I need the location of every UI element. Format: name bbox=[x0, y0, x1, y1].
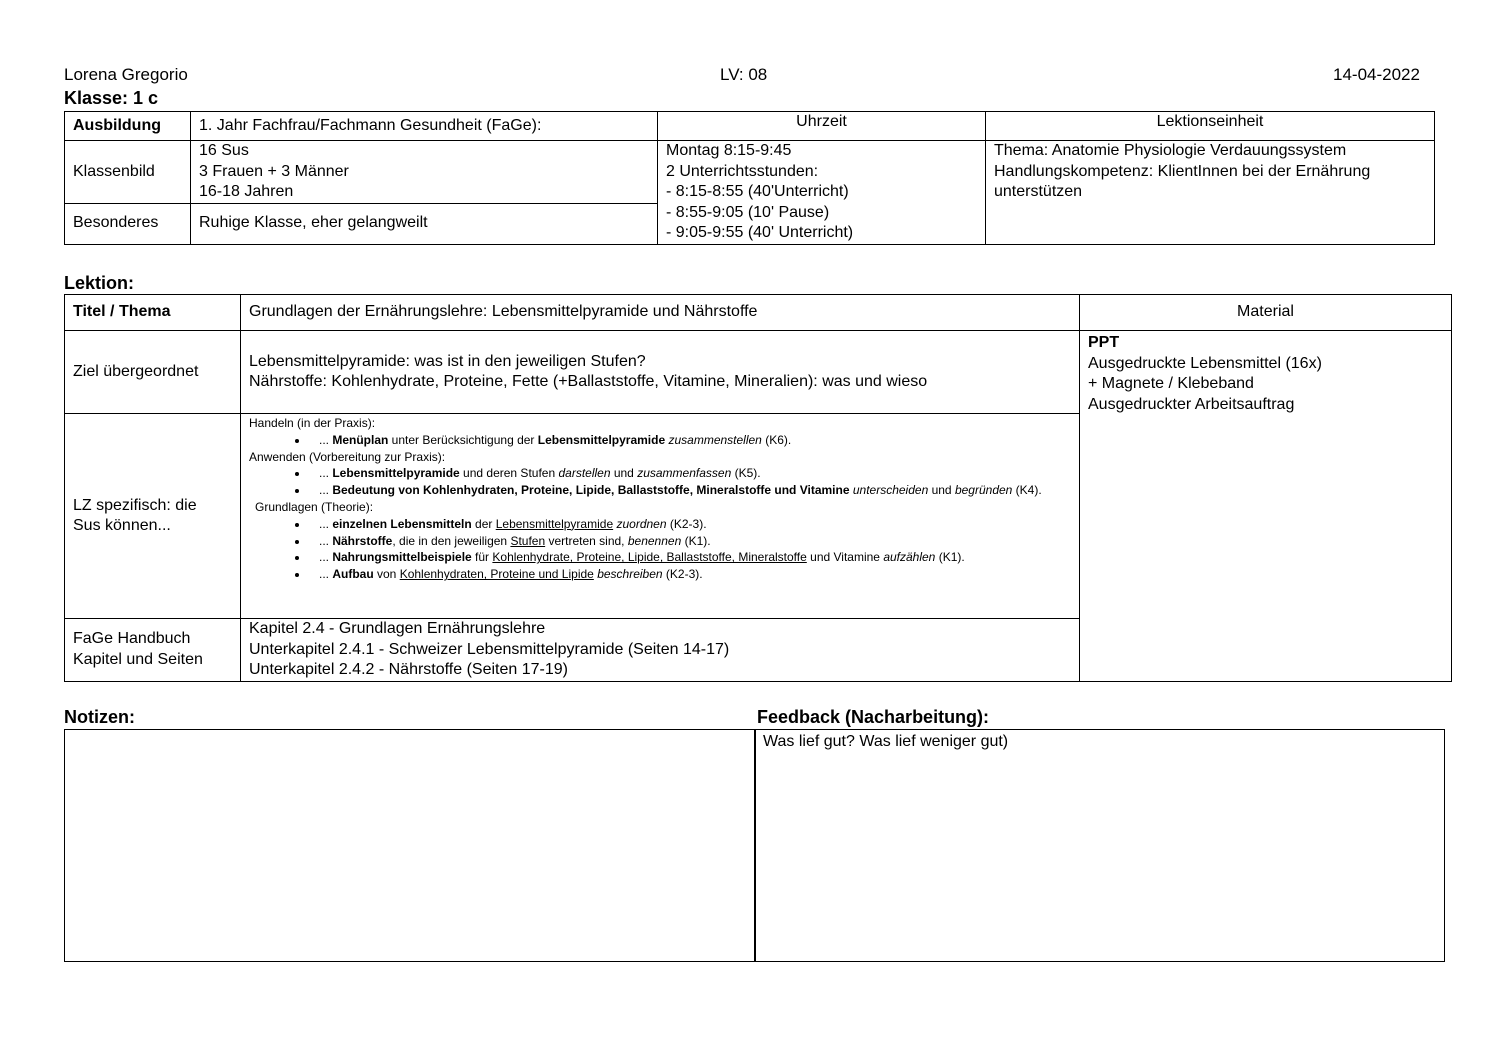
material-line: Ausgedruckter Arbeitsauftrag bbox=[1088, 395, 1295, 413]
material-value bbox=[1080, 331, 1452, 682]
class-label: Klasse: 1 c bbox=[64, 88, 159, 108]
material-line: + Magnete / Klebeband bbox=[1088, 375, 1254, 392]
lesson-number: LV: 08 bbox=[720, 65, 768, 84]
uhrzeit-value bbox=[658, 141, 986, 245]
fage-label-line: Kapitel und Seiten bbox=[73, 650, 203, 668]
lektion-line: Thema: Anatomie Physiologie Verdauungssystem bbox=[994, 142, 1347, 159]
lz-label-line: Sus können... bbox=[73, 517, 171, 534]
besonderes-value: Ruhige Klasse, eher gelangweilt bbox=[191, 203, 658, 244]
fage-line: Kapitel 2.4 - Grundlagen Ernährungslehre bbox=[249, 620, 546, 637]
klassenbild-line: 16-18 Jahren bbox=[199, 183, 294, 200]
handeln-label: Handeln (in der Praxis): bbox=[249, 416, 376, 430]
feedback-prompt: Was lief gut? Was lief weniger gut) bbox=[763, 733, 1009, 750]
besonderes-label: Besonderes bbox=[65, 203, 191, 244]
grundlagen-label: Grundlagen (Theorie): bbox=[255, 499, 374, 514]
lz-value bbox=[241, 414, 1080, 619]
lektion-line: Handlungskompetenz: KlientInnen bei der Ernährung bbox=[994, 162, 1371, 180]
list-item: • ... Lebensmittelpyramide und deren Stufen darstellen und zusammenfassen (K5). bbox=[309, 465, 1071, 482]
uhrzeit-line: 2 Unterrichtsstunden: bbox=[666, 162, 819, 180]
list-item: • ... Nährstoffe, die in den jeweiligen Stufen vertreten sind, benennen (K1). bbox=[309, 533, 1071, 550]
ziel-line: Lebensmittelpyramide: was ist in den jeweiligen Stufen? bbox=[249, 352, 646, 370]
klassenbild-line: 3 Frauen + 3 Männer bbox=[199, 162, 349, 180]
ausbildung-value: 1. Jahr Fachfrau/Fachmann Gesundheit (FaGe): bbox=[191, 112, 658, 141]
ziel-label: Ziel übergeordnet bbox=[65, 331, 241, 414]
uhrzeit-header: Uhrzeit bbox=[658, 112, 986, 141]
fage-line: Unterkapitel 2.4.1 - Schweizer Lebensmittelpyramide (Seiten 14-17) bbox=[249, 640, 730, 658]
lz-label-line: LZ spezifisch: die bbox=[73, 496, 197, 514]
notizen-heading: Notizen: bbox=[64, 707, 135, 727]
class-info-table bbox=[64, 111, 1435, 245]
uhrzeit-line: - 8:15-8:55 (40'Unterricht) bbox=[666, 183, 849, 200]
titel-value: Grundlagen der Ernährungslehre: Lebensmittelpyramide und Nährstoffe bbox=[241, 295, 1080, 331]
feedback-box[interactable] bbox=[754, 729, 1445, 962]
lesson-table bbox=[64, 294, 1452, 682]
fage-label-line: FaGe Handbuch bbox=[73, 630, 191, 648]
lz-label bbox=[65, 414, 241, 619]
lektionseinheit-header: Lektionseinheit bbox=[986, 112, 1435, 141]
ziel-line: Nährstoffe: Kohlenhydrate, Proteine, Fette (+Ballaststoffe, Vitamine, Mineralien): was und wieso bbox=[249, 373, 928, 390]
material-line: PPT bbox=[1088, 334, 1120, 351]
klassenbild-value bbox=[191, 141, 658, 204]
lektionseinheit-value bbox=[986, 141, 1435, 245]
titel-label: Titel / Thema bbox=[65, 295, 241, 331]
material-header: Material bbox=[1080, 295, 1452, 331]
uhrzeit-line: Montag 8:15-9:45 bbox=[666, 142, 792, 159]
material-line: Ausgedruckte Lebensmittel (16x) bbox=[1088, 354, 1322, 372]
ziel-value bbox=[241, 331, 1080, 414]
fage-label bbox=[65, 619, 241, 682]
fage-line: Unterkapitel 2.4.2 - Nährstoffe (Seiten 17-19) bbox=[249, 661, 568, 678]
uhrzeit-line: - 8:55-9:05 (10' Pause) bbox=[666, 203, 830, 221]
lesson-date: 14-04-2022 bbox=[1333, 65, 1420, 84]
fage-value bbox=[241, 619, 1080, 682]
list-item: • ... einzelnen Lebensmitteln der Lebensmittelpyramide zuordnen (K2-3). bbox=[309, 516, 1071, 533]
teacher-name: Lorena Gregorio bbox=[64, 65, 188, 84]
list-item: • ... Bedeutung von Kohlenhydraten, Proteine, Lipide, Ballaststoffe, Mineralstoffe und Vitamine unterscheiden und begründen (K4). bbox=[309, 482, 1071, 499]
ausbildung-label: Ausbildung bbox=[65, 112, 191, 141]
list-item: • ... Menüplan unter Berücksichtigung der Lebensmittelpyramide zusammenstellen (K6). bbox=[309, 432, 1071, 449]
klassenbild-label: Klassenbild bbox=[65, 141, 191, 204]
lektion-line: unterstützen bbox=[994, 183, 1083, 200]
notizen-box[interactable] bbox=[64, 729, 756, 962]
list-item: • ... Nahrungsmittelbeispiele für Kohlenhydrate, Proteine, Lipide, Ballaststoffe, Mineralstoffe und Vitamine aufzählen (K1). bbox=[309, 549, 1071, 566]
klassenbild-line: 16 Sus bbox=[199, 142, 249, 159]
lektion-heading: Lektion: bbox=[64, 273, 134, 293]
list-item: • ... Aufbau von Kohlenhydraten, Proteine und Lipide beschreiben (K2-3). bbox=[309, 566, 1071, 583]
uhrzeit-line: - 9:05-9:55 (40' Unterricht) bbox=[666, 224, 854, 241]
feedback-heading: Feedback (Nacharbeitung): bbox=[757, 707, 990, 727]
anwenden-label: Anwenden (Vorbereitung zur Praxis): bbox=[249, 449, 446, 464]
